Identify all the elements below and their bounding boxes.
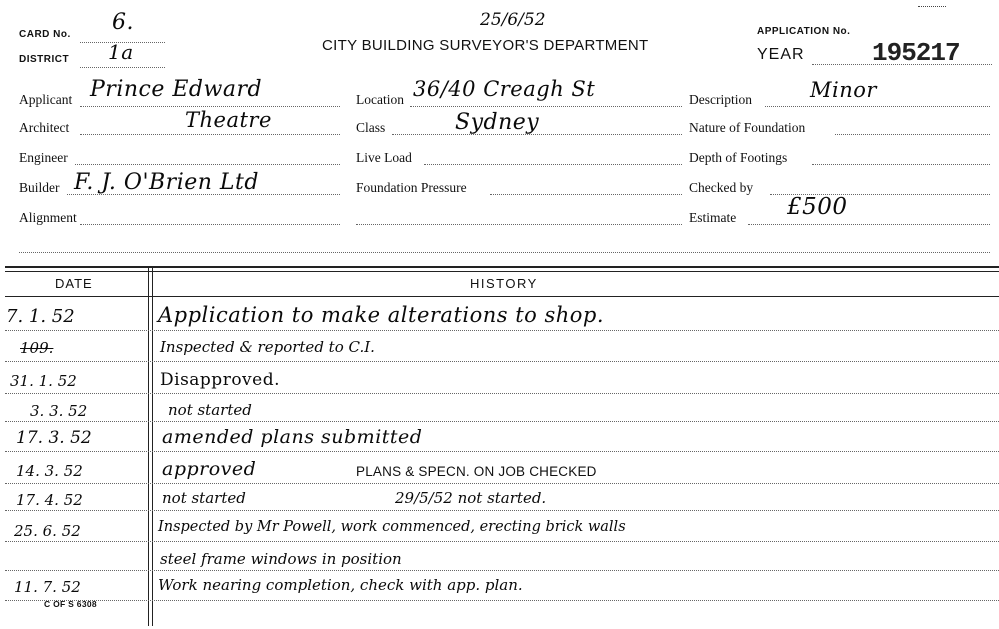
history-date: 109. [20,339,54,357]
history-date: 31. 1. 52 [10,372,77,390]
nature-of-foundation-label: Nature of Foundation [689,120,806,135]
district-value: 1a [108,40,134,64]
district-label: DISTRICT [19,54,70,65]
description-line [765,106,990,107]
history-row-line [5,510,999,511]
class-label: Class [356,120,386,135]
applicant-value: Prince Edward [90,77,263,102]
date-header: DATE [55,276,93,291]
live-load-label: Live Load [356,150,412,165]
history-date: 17. 3. 52 [16,428,92,448]
checked-by-label: Checked by [689,180,754,195]
builder-value: F. J. O'Brien Ltd [74,170,259,195]
date-column-divider-2 [152,266,153,626]
history-row-line [5,330,999,331]
card-no-value: 6. [112,10,134,35]
engineer-line [75,164,340,165]
nature-of-foundation-line [835,134,990,135]
year-label: YEAR [757,46,805,63]
history-header: HISTORY [470,276,538,291]
depth-of-footings-label: Depth of Footings [689,150,788,165]
architect-label: Architect [19,120,70,135]
location-label: Location [356,92,404,107]
live-load-line [424,164,682,165]
description-value: Minor [810,78,877,102]
history-date: 17. 4. 52 [16,491,83,509]
depth-of-footings-line [812,164,990,165]
history-date: 11. 7. 52 [14,578,81,596]
location-value: 36/40 Creagh St [413,77,596,101]
history-row-line [5,541,999,542]
header-bottom-rule [5,296,999,297]
district-line [80,67,165,68]
history-extra-note: 29/5/52 not started. [395,489,547,507]
history-row-line [5,570,999,571]
application-number: 195217 [872,38,960,68]
application-no-label: APPLICATION No. [757,26,851,37]
history-entry: Disapproved. [160,370,281,390]
history-entry: amended plans submitted [162,426,423,448]
engineer-label: Engineer [19,150,68,165]
history-row-line [5,451,999,452]
applicant-line [80,106,340,107]
history-entry: Inspected & reported to C.I. [160,338,375,356]
history-entry: steel frame windows in position [160,550,402,568]
architect-line [80,134,340,135]
estimate-value: £500 [787,194,848,220]
history-date: 14. 3. 52 [16,462,83,480]
fields-bottom-line [19,252,990,253]
history-row-line [5,483,999,484]
estimate-label: Estimate [689,210,737,225]
header-date: 25/6/52 [480,10,546,30]
alignment-label: Alignment [19,210,77,225]
history-date: 3. 3. 52 [30,402,88,420]
history-date: 7. 1. 52 [6,306,75,327]
history-entry: approved [162,458,257,480]
history-top-rule [5,266,999,268]
builder-label: Builder [19,180,60,195]
history-row-line [5,393,999,394]
date-column-divider [148,266,149,626]
foundation-pressure-label: Foundation Pressure [356,180,467,195]
history-row-line [5,421,999,422]
architect-value: Theatre [185,108,272,132]
history-entry: Inspected by Mr Powell, work commenced, erecting brick walls [158,519,626,535]
estimate-line [748,224,990,225]
alignment-line [80,224,340,225]
history-entry: Application to make alterations to shop. [158,303,605,327]
history-row-line [5,361,999,362]
history-row-line [5,600,999,601]
history-entry: Work nearing completion, check with app. plan. [158,576,523,594]
applicant-label: Applicant [19,92,73,107]
card-no-label: CARD No. [19,29,71,40]
department-title: CITY BUILDING SURVEYOR'S DEPARTMENT [322,37,649,54]
location-line [410,106,682,107]
history-entry: not started [162,489,246,507]
column2-blank-line [356,224,682,225]
history-date: 25. 6. 52 [14,522,81,540]
class-value: Sydney [455,110,540,135]
history-entry: not started [168,401,252,419]
history-top-rule-2 [5,271,999,272]
form-code: C OF S 6308 [44,599,97,609]
history-typed-note: PLANS & SPECN. ON JOB CHECKED [356,464,597,479]
ink-speck [918,6,946,15]
description-label: Description [689,92,752,107]
foundation-pressure-line [490,194,682,195]
